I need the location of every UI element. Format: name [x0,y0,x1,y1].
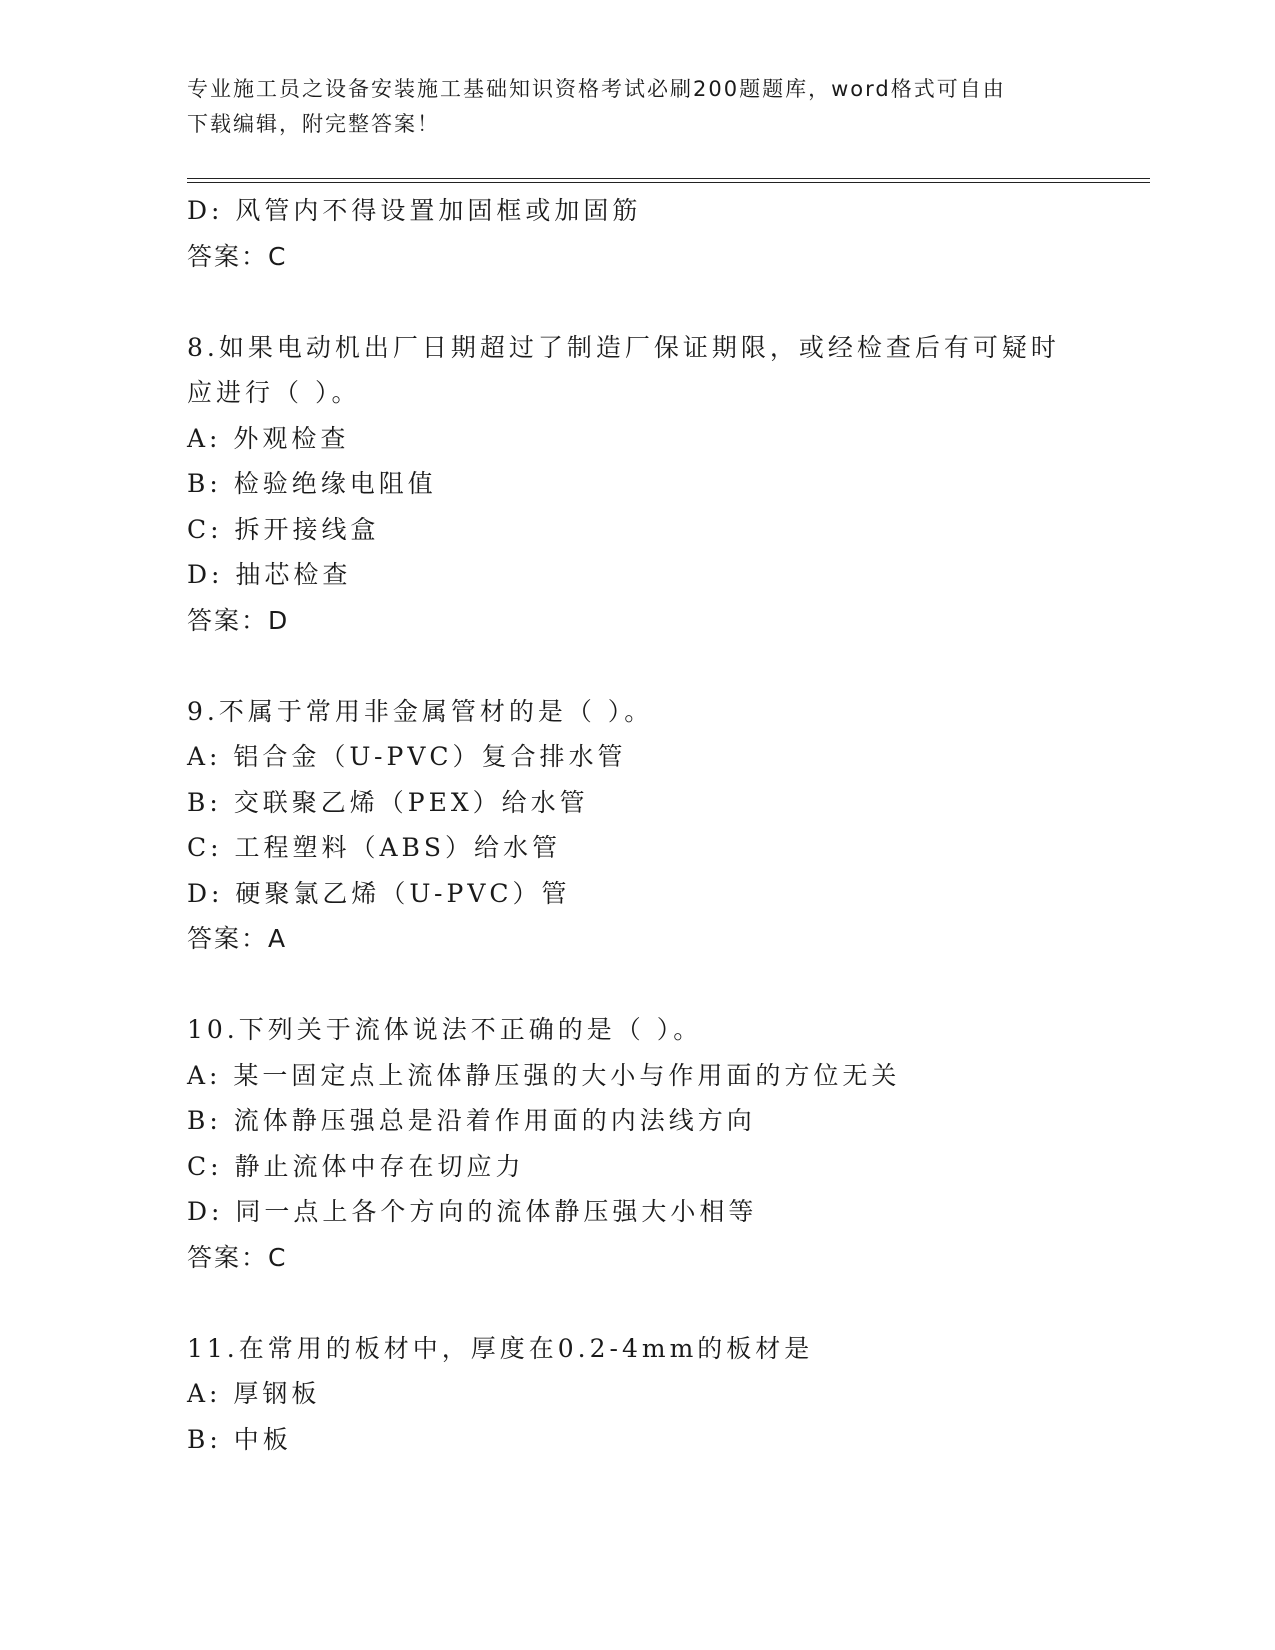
option-b: B: 检验绝缘电阻值 [187,469,437,498]
option-a: A: 外观检查 [187,423,350,453]
option-a: A: 铝合金（U-PVC）复合排水管 [187,742,627,771]
option-b: B: 中板 [187,1424,292,1454]
option-b: B: 流体静压强总是沿着作用面的内法线方向 [187,1106,756,1135]
header-line-2: 下载编辑，附完整答案！ [187,112,440,136]
spacer [187,643,1087,689]
option-d: D: 同一点上各个方向的流体静压强大小相等 [187,1197,758,1226]
answer: 答案：C [187,1242,288,1272]
option-d: D: 风管内不得设置加固框或加固筋 [187,196,642,225]
option-c: C: 工程塑料（ABS）给水管 [187,833,562,862]
document-header [187,72,1067,142]
answer: 答案：A [187,924,288,953]
option-a: A: 某一固定点上流体静压强的大小与作用面的方位无关 [187,1060,901,1090]
option-c: C: 拆开接线盒 [187,514,380,544]
header-line-1: 专业施工员之设备安装施工基础知识资格考试必刷200题题库，word格式可自由 [187,77,1006,101]
question-list [187,188,1087,1462]
question-stem: 8.如果电动机出厂日期超过了制造厂保证期限，或经检查后有可疑时 [187,332,1060,362]
question-stem: 11.在常用的板材中，厚度在0.2-4mm的板材是 [187,1333,814,1363]
question-stem: 9.不属于常用非金属管材的是（ ）。 [187,696,654,726]
answer: 答案：C [187,241,288,271]
question-stem: 10.下列关于流体说法不正确的是（ ）。 [187,1015,703,1044]
question-8 [187,325,1087,644]
option-b: B: 交联聚乙烯（PEX）给水管 [187,787,589,817]
option-a: A: 厚钢板 [187,1379,321,1408]
question-10 [187,1007,1087,1280]
spacer [187,1280,1087,1326]
question-9 [187,689,1087,962]
header-divider [187,178,1150,183]
option-d: D: 硬聚氯乙烯（U-PVC）管 [187,878,571,908]
option-d: D: 抽芯检查 [187,560,352,589]
question-stem-cont: 应进行（ ）。 [187,378,361,407]
answer: 答案：D [187,605,290,635]
spacer [187,279,1087,325]
option-c: C: 静止流体中存在切应力 [187,1151,525,1181]
spacer [187,962,1087,1008]
question-11 [187,1326,1087,1463]
